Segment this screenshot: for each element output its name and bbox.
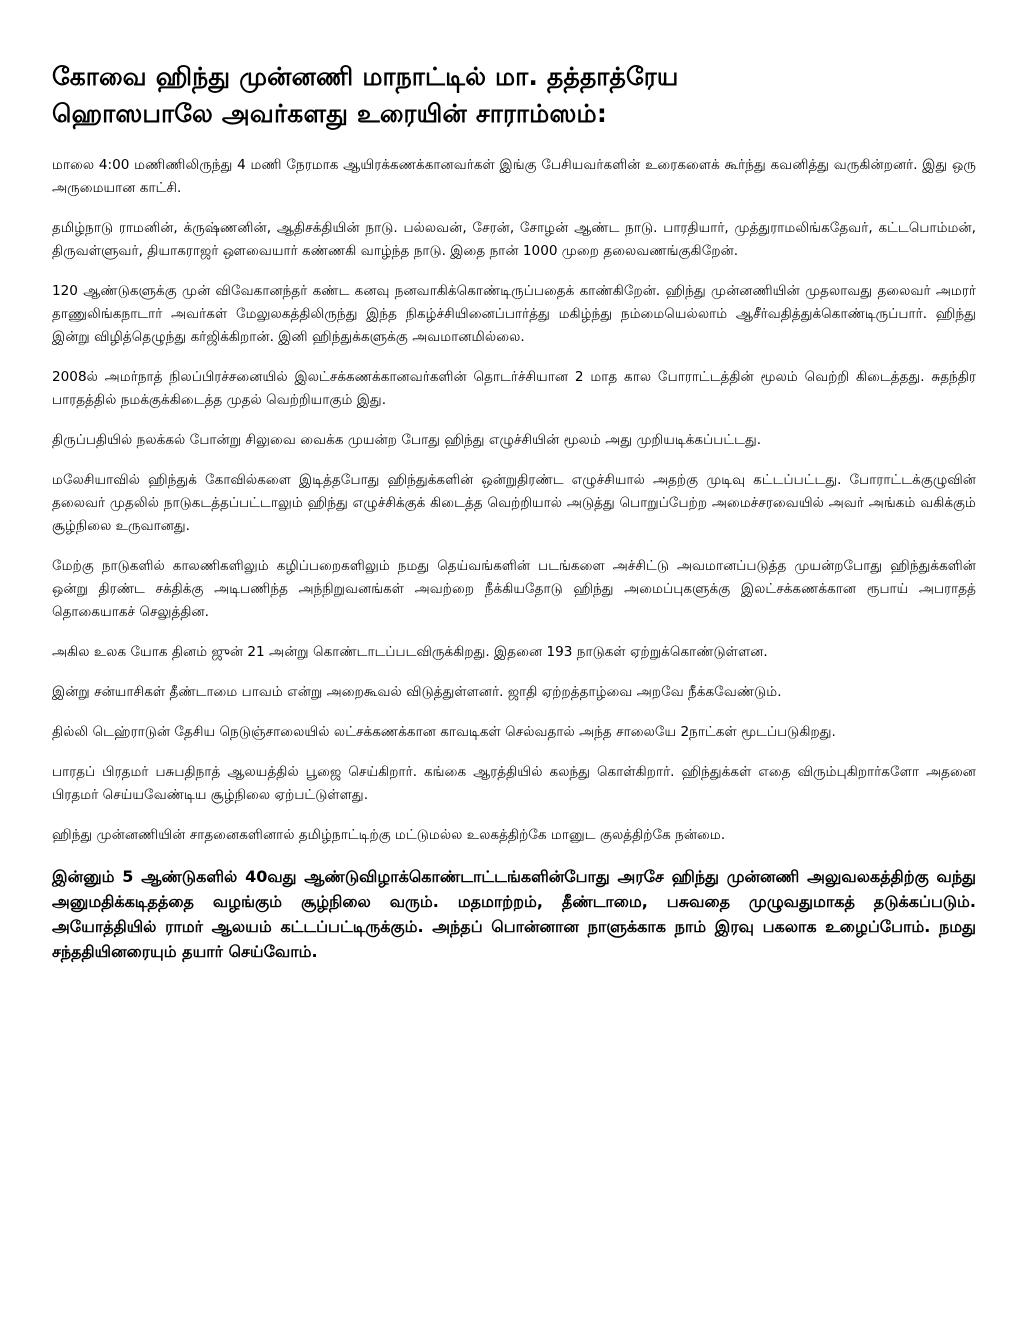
title-line-1: கோவை ஹிந்து முன்னணி மாநாட்டில் மா. தத்தாத்ரேய [52,62,679,91]
paragraph: 2008ல் அமர்நாத் நிலப்பிரச்சனையில் இலட்சக்கணக்கானவர்களின் தொடர்ச்சியான 2 மாத கால போராட்டத்தின் மூலம் வெற்றி கிடைத்தது. சுதந்திர பாரதத்தில் நமக்குக்கிடைத்த முதல் வெற்றியாகும் இது. [52,369,976,408]
paragraph: மேற்கு நாடுகளில் காலணிகளிலும் கழிப்பறைகளிலும் நமது தெய்வங்களின் படங்களை அச்சிட்டு அவமானப்படுத்த முயன்றபோது ஹிந்துக்களின் ஒன்று திரண்ட சக்திக்கு அடிபணிந்த அந்நிறுவனங்கள் அவற்றை நீக்கியதோடு ஹிந்து அமைப்புகளுக்கு இலட்சக்கணக்கான ரூபாய் அபராதத் தொகையாகச் செலுத்தின. [52,558,976,620]
paragraph: அகில உலக யோக தினம் ஜுன் 21 அன்று கொண்டாடப்படவிருக்கிறது. இதனை 193 நாடுகள் ஏற்றுக்கொண்டுள்ளன. [52,644,768,660]
paragraph: திருப்பதியில் நலக்கல் போன்று சிலுவை வைக்க முயன்ற போது ஹிந்து எழுச்சியின் மூலம் அது முறியடிக்கப்பட்டது. [52,432,762,448]
document-title [52,58,976,132]
paragraph: மலேசியாவில் ஹிந்துக் கோவில்களை இடித்தபோது ஹிந்துக்களின் ஒன்றுதிரண்ட எழுச்சியால் அதற்கு முடிவு கட்டப்பட்டது. போராட்டக்குழுவின் தலைவர் முதலில் நாடுகடத்தப்பட்டாலும் ஹிந்து எழுச்சிக்குக் கிடைத்த வெற்றியால் அடுத்து பொறுப்பேற்ற அமைச்சரவையில் அவர் அங்கம் வகிக்கும் சூழ்நிலை உருவானது. [52,472,976,534]
paragraph: ஹிந்து முன்னணியின் சாதனைகளினால் தமிழ்நாட்டிற்கு மட்டுமல்ல உலகத்திற்கே மானுட குலத்திற்கே நன்மை. [52,827,726,843]
closing-paragraph: இன்னும் 5 ஆண்டுகளில் 40வது ஆண்டுவிழாக்கொண்டாட்டங்களின்போது அரசே ஹிந்து முன்னணி அலுவலகத்திற்கு வந்து அனுமதிக்கடிதத்தை வழங்கும் சூழ்நிலை வரும். மதமாற்றம், தீண்டாமை, பசுவதை முழுவதுமாகத் தடுக்கப்படும். அயோத்தியில் ராமர் ஆலயம் கட்டப்பட்டிருக்கும். அந்தப் பொன்னான நாளுக்காக நாம் இரவு பகலாக உழைப்போம். நமது சந்ததியினரையும் தயார் செய்வோம். [52,867,976,961]
paragraph: பாரதப் பிரதமர் பசுபதிநாத் ஆலயத்தில் பூஜை செய்கிறார். கங்கை ஆரத்தியில் கலந்து கொள்கிறார். ஹிந்துக்கள் எதை விரும்புகிறார்களோ அதனை பிரதமர் செய்யவேண்டிய சூழ்நிலை ஏற்பட்டுள்ளது. [52,764,976,803]
paragraph: 120 ஆண்டுகளுக்கு முன் விவேகானந்தர் கண்ட கனவு நனவாகிக்கொண்டிருப்பதைக் காண்கிறேன். ஹிந்து முன்னணியின் முதலாவது தலைவர் அமரர் தாணுலிங்கநாடார் அவர்கள் மேலுலகத்திலிருந்து இந்த நிகழ்ச்சியினைப்பார்த்து மகிழ்ந்து நம்மையெல்லாம் ஆசீர்வதித்துக்கொண்டிருப்பார். ஹிந்து இன்று விழித்தெழுந்து கர்ஜிக்கிறான். இனி ஹிந்துக்களுக்கு அவமானமில்லை. [52,283,976,345]
document-page [52,58,976,981]
paragraph: தமிழ்நாடு ராமனின், க்ருஷ்ணனின், ஆதிசக்தியின் நாடு. பல்லவன், சேரன், சோழன் ஆண்ட நாடு. பாரதியார், முத்துராமலிங்கதேவர், கட்டபொம்மன், திருவள்ளுவர், தியாகராஜர் ஔவையார் கண்ணகி வாழ்ந்த நாடு. இதை நான் 1000 முறை தலைவணங்குகிறேன். [52,220,976,259]
paragraph: தில்லி டெஹ்ராடுன் தேசிய நெடுஞ்சாலையில் லட்சக்கணக்கான காவடிகள் செல்வதால் அந்த சாலையே 2நாட்கள் மூடப்படுகிறது. [52,724,836,740]
paragraph: மாலை 4:00 மணிணிலிருந்து 4 மணி நேரமாக ஆயிரக்கணக்கானவர்கள் இங்கு பேசியவர்களின் உரைகளைக் கூர்ந்து கவனித்து வருகின்றனர். இது ஒரு அருமையான காட்சி. [52,157,976,196]
title-line-2: ஹொஸபாலே அவர்களது உரையின் சாராம்ஸம்: [52,99,608,128]
paragraph: இன்று சன்யாசிகள் தீண்டாமை பாவம் என்று அறைகூவல் விடுத்துள்ளனர். ஜாதி ஏற்றத்தாழ்வை அறவே நீக்கவேண்டும். [52,684,782,700]
